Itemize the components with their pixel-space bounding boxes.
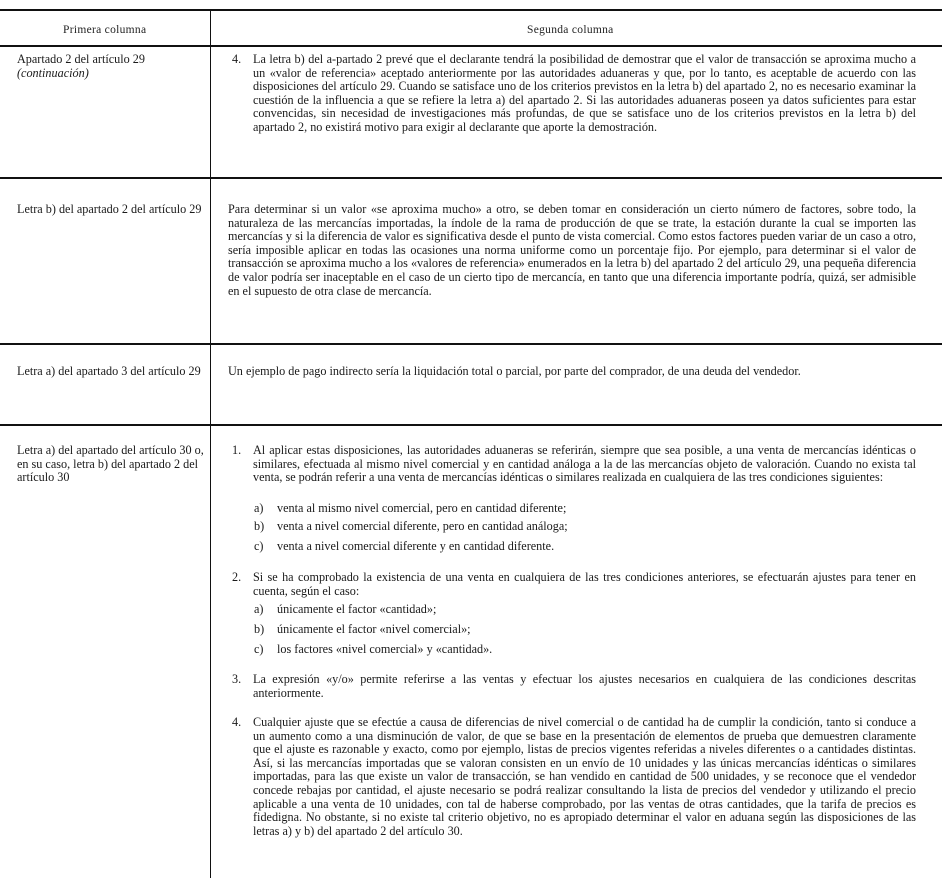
row4-paragraph-3 — [228, 673, 916, 700]
list1-item-c — [254, 540, 914, 554]
row-divider-2 — [0, 343, 942, 345]
header-second-column: Segunda columna — [527, 24, 614, 36]
paragraph-number: 3. — [232, 672, 242, 686]
row3-paragraph: Un ejemplo de pago indirecto sería la liquidación total o parcial, por parte del comprador, de una deuda del vendedor. — [228, 364, 801, 378]
list-letter: a) — [254, 501, 264, 515]
list-text: venta al mismo nivel comercial, pero en cantidad diferente; — [277, 501, 567, 515]
list2-item-b — [254, 623, 914, 637]
row4-paragraph-1 — [228, 444, 916, 485]
header-bottom-rule — [0, 45, 942, 47]
list2-item-a — [254, 603, 914, 617]
list-letter: a) — [254, 602, 264, 616]
list-text: venta a nivel comercial diferente, pero en cantidad análoga; — [277, 519, 568, 533]
list-letter: b) — [254, 519, 265, 533]
row-divider-1 — [0, 177, 942, 179]
paragraph-number: 1. — [232, 443, 242, 457]
row1-second-column — [228, 53, 916, 135]
list-text: únicamente el factor «cantidad»; — [277, 602, 437, 616]
list2-item-c — [254, 643, 914, 657]
list-letter: b) — [254, 622, 265, 636]
row1-article-reference: Apartado 2 del artículo 29 — [17, 52, 145, 66]
list-text: venta a nivel comercial diferente y en cantidad diferente. — [277, 539, 555, 553]
paragraph-number: 4. — [232, 52, 242, 66]
paragraph-text: Al aplicar estas disposiciones, las autoridades aduaneras se referirán, siempre que sea posible, a una venta de mercancías idénticas o similares, efectuada al mismo nivel comercial y en cantidad análoga a la de las mercancías objeto de valoración. Cuando no exista tal venta, se podrán referir a una venta de mercancías idénticas o similares realizada en cualquiera de las tres condiciones siguientes: — [253, 443, 916, 485]
row4-paragraph-4 — [228, 716, 916, 838]
row1-continuation-note: (continuación) — [17, 65, 89, 80]
row2-second-column — [228, 203, 916, 298]
row1-paragraph-4 — [228, 53, 916, 135]
row4-first-column: Letra a) del apartado del artículo 30 o, en su caso, letra b) del apartado 2 del artículo 30 — [17, 443, 204, 485]
paragraph-number: 2. — [232, 570, 242, 584]
header-first-column: Primera columna — [63, 24, 147, 36]
paragraph-text: La expresión «y/o» permite referirse a las ventas y efectuar los ajustes necesarios en cualquiera de las condiciones descritas anteriormente. — [253, 672, 916, 700]
list-letter: c) — [254, 539, 264, 553]
row4-paragraph-2 — [228, 571, 916, 598]
row3-second-column — [228, 365, 916, 379]
paragraph-text: Si se ha comprobado la existencia de una venta en cualquiera de las tres condiciones anteriores, se efectuarán ajustes para tener en cuenta, según el caso: — [253, 570, 916, 598]
paragraph-text: Cualquier ajuste que se efectúe a causa de diferencias de nivel comercial o de cantidad ha de cumplir la condición, tanto si conduce a un aumento como a una disminución de valor, de que se base en la presentación de elementos de prueba que demuestren claramente que el ajuste es razonable y exacto, como por ejemplo, listas de precios vigentes referidas a niveles diferentes o a cantidades distintas. Así, si las mercancías importadas que se valoran consisten en un envío de 10 unidades y las únicas mercancías idénticas o similares importadas, para las que existe un valor de transacción, se han vendido en cantidad de 500 unidades, y se reconoce que el vendedor concede rebajas por cantidad, el ajuste necesario se podrá realizar consultando la lista de precios del vendedor y utilizando el precio aplicable a una venta de 10 unidades, con tal de haberse comprobado, por las ventas de otras cantidades, que la tarifa de precios es fidedigna. No obstante, si no existe tal criterio objetivo, no es apropiado determinar el valor en aduana según las disposiciones de las letras a) y b) del apartado 2 del artículo 30. — [253, 715, 916, 838]
paragraph-number: 4. — [232, 715, 242, 729]
row2-paragraph: Para determinar si un valor «se aproxima mucho» a otro, se deben tomar en consideración un cierto número de factores, sobre todo, la naturaleza de las mercancías importadas, la índole de la rama de producción de que se trate, la estación durante la cual se importen las mercancías y si la diferencia de valor es significativa desde el punto de vista comercial. Como estos factores pueden variar de un caso a otro, sería imposible aplicar en todas las ocasiones una norma uniforme como un porcentaje fijo. Por ejemplo, para determinar si el valor de transacción se aproxima mucho a los «valores de referencia» enumerados en la letra b) del apartado 2 del artículo 29, una pequeña diferencia de valor podría ser inaceptable en el caso de un cierto tipo de mercancía, en tanto que una diferencia importante podría, quizá, ser admisible en el supuesto de otra clase de mercancía. — [228, 202, 916, 298]
table-top-rule — [0, 9, 942, 11]
row3-first-column: Letra a) del apartado 3 del artículo 29 — [17, 364, 201, 378]
paragraph-text: La letra b) del a-partado 2 prevé que el declarante tendrá la posibilidad de demostrar que el valor de transacción se aproxima mucho a un «valor de referencia» aceptado anteriormente por las autoridades aduaneras y que, por lo tanto, es aceptable de acuerdo con las disposiciones del artículo 29. Cuando se satisface uno de los criterios previstos en la letra b) del apartado 2, no es necesario examinar la cuestión de la influencia a que se refiere la letra a) del apartado 2. Si las autoridades aduaneras poseen ya datos suficientes para estar convencidas, sin necesidad de investigaciones más profundas, de que se satisface uno de los criterios previstos en la letra b) del apartado 2, no existirá motivo para exigir al declarante que aporte la demostración. — [253, 52, 916, 134]
list-text: los factores «nivel comercial» y «cantidad». — [277, 642, 493, 656]
list-text: únicamente el factor «nivel comercial»; — [277, 622, 471, 636]
row2-first-column: Letra b) del apartado 2 del artículo 29 — [17, 202, 202, 216]
column-divider — [210, 9, 211, 878]
row1-first-column — [17, 53, 205, 80]
row-divider-3 — [0, 424, 942, 426]
list1-item-b — [254, 520, 914, 534]
list-letter: c) — [254, 642, 264, 656]
list1-item-a — [254, 502, 914, 516]
